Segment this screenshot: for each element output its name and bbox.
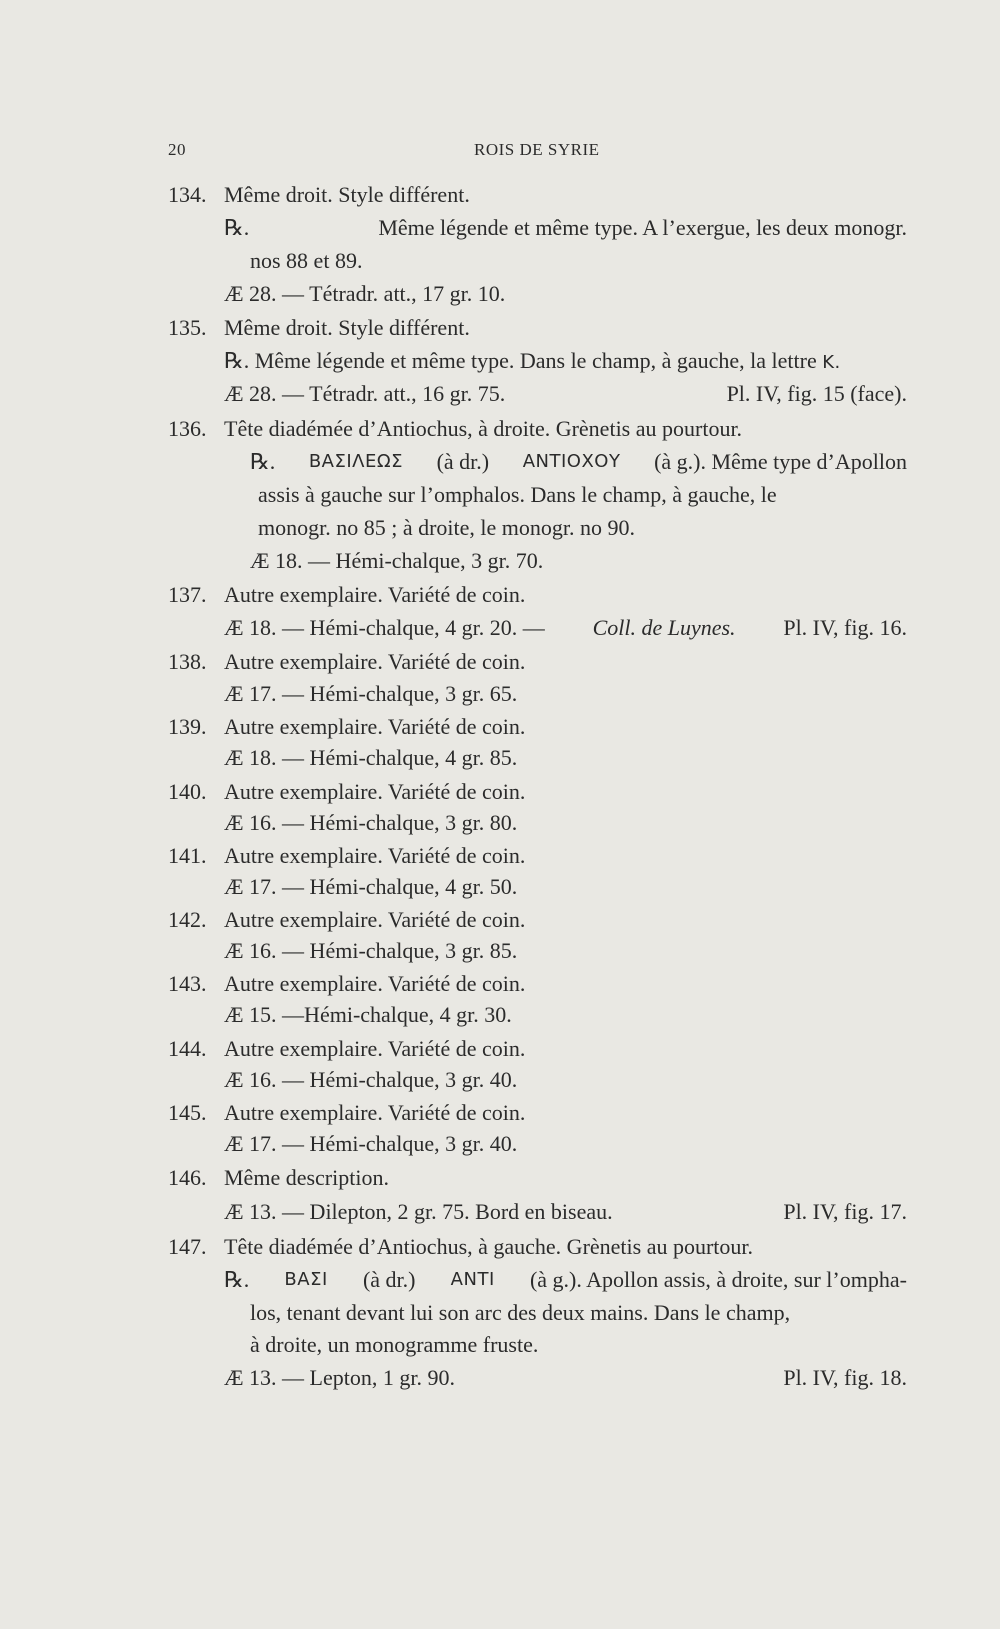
entry-145-line-1: 145. Autre exemplaire. Variété de coin. [168, 1098, 525, 1128]
entry-140-line-2: Æ 16. — Hémi-chalque, 3 gr. 80. [224, 810, 518, 835]
entry-137-number: 137. [168, 582, 207, 607]
entry-136-line-4: monogr. no 85 ; à droite, le monogr. no 90. [258, 515, 636, 540]
entry-147-line-2: ℞. ΒΑΣΙ (à dr.) ΑΝΤΙ (à g.). Apollon assis, à droite, sur l’ompha- [224, 1265, 907, 1295]
entry-138-line-1: 138. Autre exemplaire. Variété de coin. [168, 647, 525, 677]
entry-139-line-2: Æ 18. — Hémi-chalque, 4 gr. 85. [224, 745, 518, 770]
entry-135-line-3: Æ 28. — Tétradr. att., 16 gr. 75. Pl. IV, fig. 15 (face). [224, 379, 907, 409]
greek-legend-right: ΒΑΣΙΛΕΩΣ [308, 451, 403, 472]
entry-138-number: 138. [168, 649, 207, 674]
entry-147-line-4: à droite, un monogramme fruste. [250, 1332, 539, 1357]
entry-141-line-1: 141. Autre exemplaire. Variété de coin. [168, 841, 525, 871]
plate-reference: Pl. IV, fig. 18. [783, 1365, 907, 1390]
entry-146-number: 146. [168, 1165, 207, 1190]
entry-136-line-3: assis à gauche sur l’omphalos. Dans le champ, à gauche, le [258, 482, 777, 507]
entry-141-line-2: Æ 17. — Hémi-chalque, 4 gr. 50. [224, 874, 518, 899]
entry-143-line-1: 143. Autre exemplaire. Variété de coin. [168, 969, 525, 999]
entry-146-line-1: 146. Même description. [168, 1163, 389, 1193]
entry-134-line-3: nos 88 et 89. [250, 248, 363, 273]
recipe-symbol: ℞. [250, 449, 276, 474]
recipe-symbol: ℞. [224, 1267, 250, 1292]
greek-legend-left: ΑΝΤΙΟΧΟΥ [522, 451, 621, 472]
entry-139-line-1: 139. Autre exemplaire. Variété de coin. [168, 712, 525, 742]
entry-137-line-2: Æ 18. — Hémi-chalque, 4 gr. 20. — Coll. de Luynes. Pl. IV, fig. 16. [224, 613, 907, 643]
entry-135-line-2: ℞. Même légende et même type. Dans le champ, à gauche, la lettre K. [224, 348, 841, 373]
entry-144-line-1: 144. Autre exemplaire. Variété de coin. [168, 1034, 525, 1064]
entry-146-line-2: Æ 13. — Dilepton, 2 gr. 75. Bord en biseau. Pl. IV, fig. 17. [224, 1197, 907, 1227]
entry-137-line-1: 137. Autre exemplaire. Variété de coin. [168, 580, 525, 610]
entry-142-number: 142. [168, 907, 207, 932]
entry-134-number: 134. [168, 182, 207, 207]
entry-140-number: 140. [168, 779, 207, 804]
entry-143-number: 143. [168, 971, 207, 996]
entry-135-number: 135. [168, 315, 207, 340]
page-number: 20 [168, 140, 186, 159]
entry-140-line-1: 140. Autre exemplaire. Variété de coin. [168, 777, 525, 807]
greek-legend-right: ΒΑΣΙ [284, 1269, 328, 1290]
plate-reference: Pl. IV, fig. 17. [783, 1199, 907, 1224]
entry-143-line-2: Æ 15. —Hémi-chalque, 4 gr. 30. [224, 1002, 512, 1027]
entry-147-line-1: 147. Tête diadémée d’Antiochus, à gauche. Grènetis au pourtour. [168, 1232, 753, 1262]
collection-name: Coll. de Luynes. [592, 615, 736, 640]
entry-139-number: 139. [168, 714, 207, 739]
entry-144-number: 144. [168, 1036, 207, 1061]
entry-144-line-2: Æ 16. — Hémi-chalque, 3 gr. 40. [224, 1067, 518, 1092]
entry-147-line-5: Æ 13. — Lepton, 1 gr. 90. Pl. IV, fig. 18. [224, 1363, 907, 1393]
entry-142-line-1: 142. Autre exemplaire. Variété de coin. [168, 905, 525, 935]
field-letter: K. [822, 352, 841, 373]
running-title: ROIS DE SYRIE [474, 140, 600, 159]
entry-147-line-3: los, tenant devant lui son arc des deux mains. Dans le champ, [250, 1300, 791, 1325]
entry-134-line-2: ℞. Même légende et même type. A l’exergue, les deux monogr. [224, 213, 907, 243]
entry-136-line-1: 136. Tête diadémée d’Antiochus, à droite. Grènetis au pourtour. [168, 414, 742, 444]
recipe-symbol: ℞. [224, 215, 250, 240]
entry-138-line-2: Æ 17. — Hémi-chalque, 3 gr. 65. [224, 681, 518, 706]
entry-142-line-2: Æ 16. — Hémi-chalque, 3 gr. 85. [224, 938, 518, 963]
entry-136-line-5: Æ 18. — Hémi-chalque, 3 gr. 70. [250, 548, 544, 573]
entry-145-number: 145. [168, 1100, 207, 1125]
entry-136-number: 136. [168, 416, 207, 441]
entry-136-line-2: ℞. ΒΑΣΙΛΕΩΣ (à dr.) ΑΝΤΙΟΧΟΥ (à g.). Même type d’Apollon [250, 447, 907, 477]
entry-134-line-4: Æ 28. — Tétradr. att., 17 gr. 10. [224, 281, 506, 306]
plate-reference: Pl. IV, fig. 15 (face). [726, 381, 907, 406]
entry-134-line-1: 134. Même droit. Style différent. [168, 180, 470, 210]
entry-135-line-1: 135. Même droit. Style différent. [168, 313, 470, 343]
greek-legend-left: ΑΝΤΙ [450, 1269, 495, 1290]
plate-reference: Pl. IV, fig. 16. [783, 615, 907, 640]
recipe-symbol: ℞. [224, 348, 250, 373]
entry-141-number: 141. [168, 843, 207, 868]
entry-147-number: 147. [168, 1234, 207, 1259]
entry-145-line-2: Æ 17. — Hémi-chalque, 3 gr. 40. [224, 1131, 518, 1156]
